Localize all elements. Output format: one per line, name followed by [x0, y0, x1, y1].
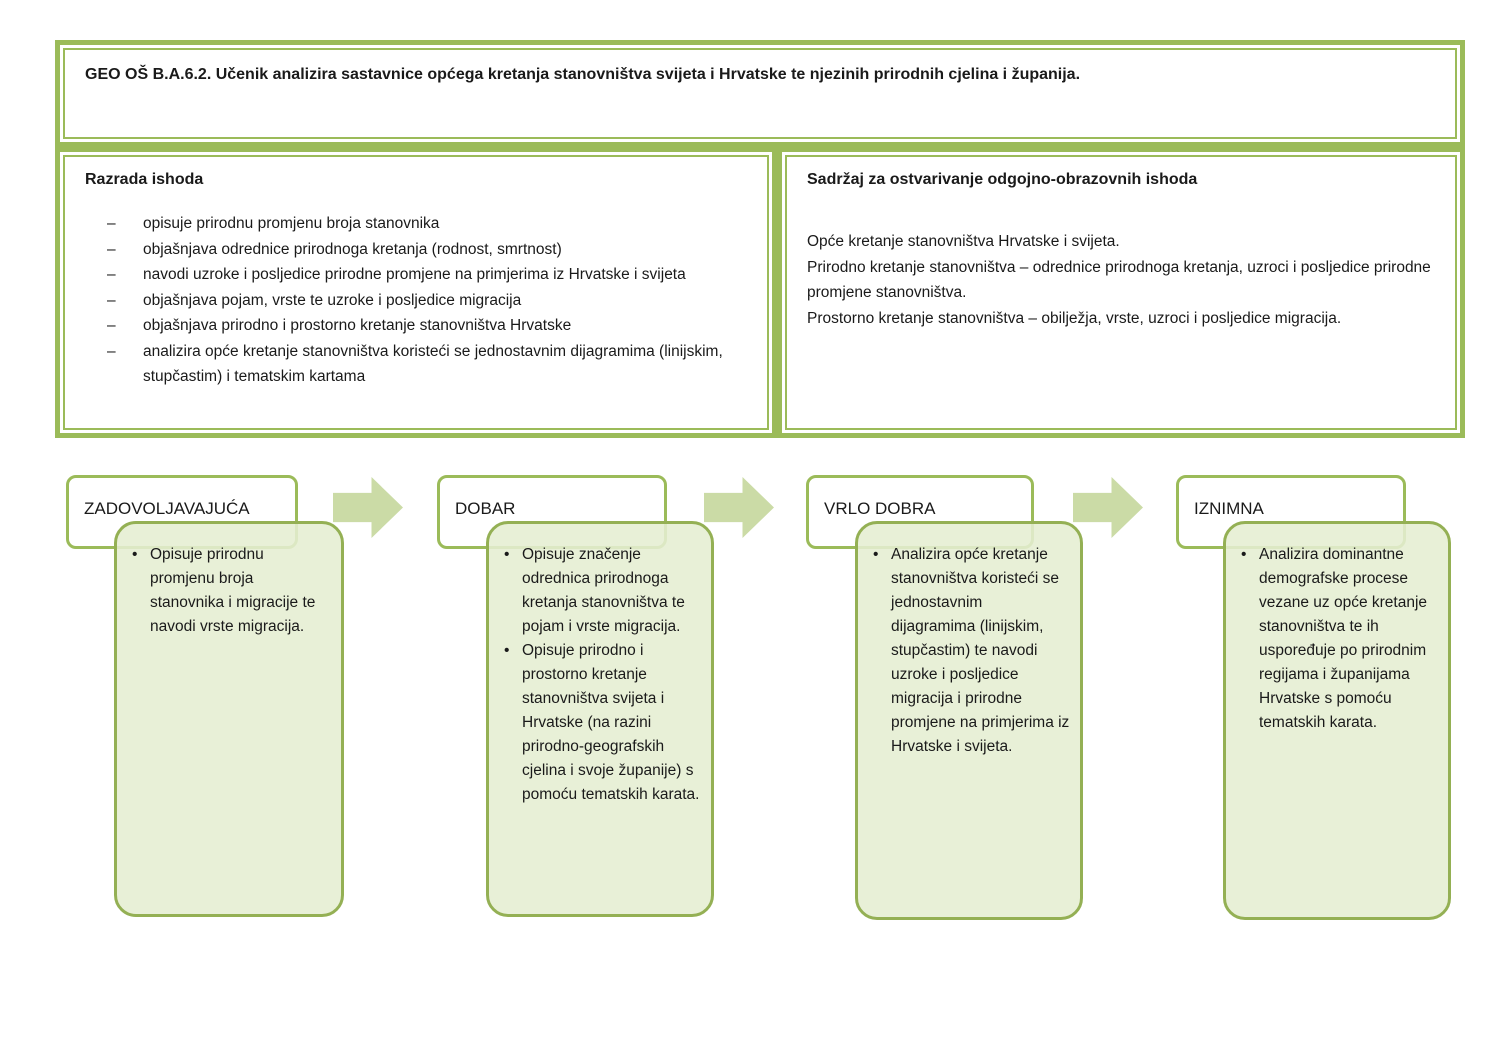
level-bullet-list: [858, 524, 1080, 759]
bullet-marker: •: [504, 546, 510, 563]
bullet-marker: •: [504, 642, 510, 659]
razrada-list-item: [107, 237, 753, 263]
razrada-list: [65, 211, 767, 390]
sadrzaj-line: Opće kretanje stanovništva Hrvatske i svijeta.: [807, 233, 1120, 250]
razrada-list-item: [107, 313, 753, 339]
outcome-title-box: [55, 40, 1465, 147]
razrada-item-text: opisuje prirodnu promjenu broja stanovnika: [143, 215, 440, 232]
razrada-list-item: [107, 288, 753, 314]
dash-marker: –: [107, 291, 116, 309]
level-bullet-item: [132, 543, 331, 639]
sadrzaj-line: Prostorno kretanje stanovništva – obilježja, vrste, uzroci i posljedice migracija.: [807, 309, 1342, 327]
level-label: DOBAR: [455, 499, 516, 518]
bullet-marker: •: [1241, 546, 1247, 563]
level-bullet-item: [1241, 543, 1438, 735]
razrada-item-text: navodi uzroke i posljedice prirodne promjene na primjerima iz Hrvatske i svijeta: [143, 266, 686, 283]
level-label: VRLO DOBRA: [824, 499, 936, 518]
dash-marker: –: [107, 342, 116, 360]
outcome-title: GEO OŠ B.A.6.2. Učenik analizira sastavnice općega kretanja stanovništva svijeta i Hrvatske te njezinih prirodnih cjelina i županija.: [85, 66, 1081, 83]
right-arrow-icon: [333, 477, 403, 538]
level-bullet-item: [504, 543, 701, 639]
dash-marker: –: [107, 266, 116, 283]
razrada-item-text: objašnjava odrednice prirodnoga kretanja (rodnost, smrtnost): [143, 240, 562, 258]
level-bullet-list: [117, 524, 341, 639]
level-bullet-text: Opisuje prirodno i prostorno kretanje stanovništva svijeta i Hrvatske (na razini prirodno-geografskih cjelina i svoje županije) s pomoću tematskih karata.: [522, 642, 700, 803]
sadrzaj-line: Prirodno kretanje stanovništva – odrednice prirodnoga kretanja, uzroci i posljedice prirodne promjene stanovništva.: [807, 258, 1431, 301]
right-arrow-icon: [1073, 477, 1143, 538]
level-panel-iznimna: [1223, 521, 1451, 920]
razrada-heading: Razrada ishoda: [85, 171, 204, 188]
level-bullet-text: Opisuje značenje odrednica prirodnoga kretanja stanovništva te pojam i vrste migracija.: [522, 546, 685, 635]
bullet-marker: •: [132, 546, 138, 563]
razrada-list-item: [107, 339, 753, 390]
level-bullet-text: Opisuje prirodnu promjenu broja stanovnika i migracije te navodi vrste migracija.: [150, 546, 316, 635]
sadrzaj-box: [777, 147, 1465, 438]
bullet-marker: •: [873, 546, 879, 563]
level-bullet-list: [1226, 524, 1448, 735]
razrada-ishoda-box: [55, 147, 777, 438]
level-bullet-item: [873, 543, 1070, 759]
razrada-list-item: [107, 211, 753, 237]
level-bullet-list: [489, 524, 711, 807]
dash-marker: –: [107, 317, 116, 334]
level-bullet-text: Analizira dominantne demografske procese vezane uz opće kretanje stanovništva te ih uspoređuje po prirodnim regijama i županijama Hrvatske s pomoću tematskih karata.: [1259, 546, 1428, 731]
level-bullet-item: [504, 639, 701, 807]
sadrzaj-text: [787, 229, 1455, 331]
level-label: IZNIMNA: [1194, 499, 1264, 518]
level-bullet-text: Analizira opće kretanje stanovništva koristeći se jednostavnim dijagramima (linijskim, stupčastim) te navodi uzroke i posljedice migracija i prirodne promjene na primjerima iz Hrvatske i svijeta.: [891, 546, 1070, 755]
level-label: ZADOVOLJAVAJUĆA: [84, 499, 250, 518]
sadrzaj-box-inner: [785, 155, 1457, 430]
razrada-item-text: objašnjava pojam, vrste te uzroke i posljedice migracija: [143, 291, 522, 309]
razrada-ishoda-box-inner: [63, 155, 769, 430]
sadrzaj-heading: Sadržaj za ostvarivanje odgojno-obrazovnih ishoda: [807, 171, 1198, 188]
level-panel-dobar: [486, 521, 714, 917]
level-panel-zadovoljavajuca: [114, 521, 344, 917]
razrada-item-text: objašnjava prirodno i prostorno kretanje stanovništva Hrvatske: [143, 317, 572, 334]
dash-marker: –: [107, 215, 116, 232]
razrada-item-text: analizira opće kretanje stanovništva koristeći se jednostavnim dijagramima (linijskim, stupčastim) i tematskim kartama: [143, 342, 723, 385]
razrada-list-item: [107, 262, 753, 288]
level-panel-vrlo-dobra: [855, 521, 1083, 920]
right-arrow-icon: [704, 477, 774, 538]
outcome-title-box-inner: [63, 48, 1457, 139]
dash-marker: –: [107, 240, 116, 258]
